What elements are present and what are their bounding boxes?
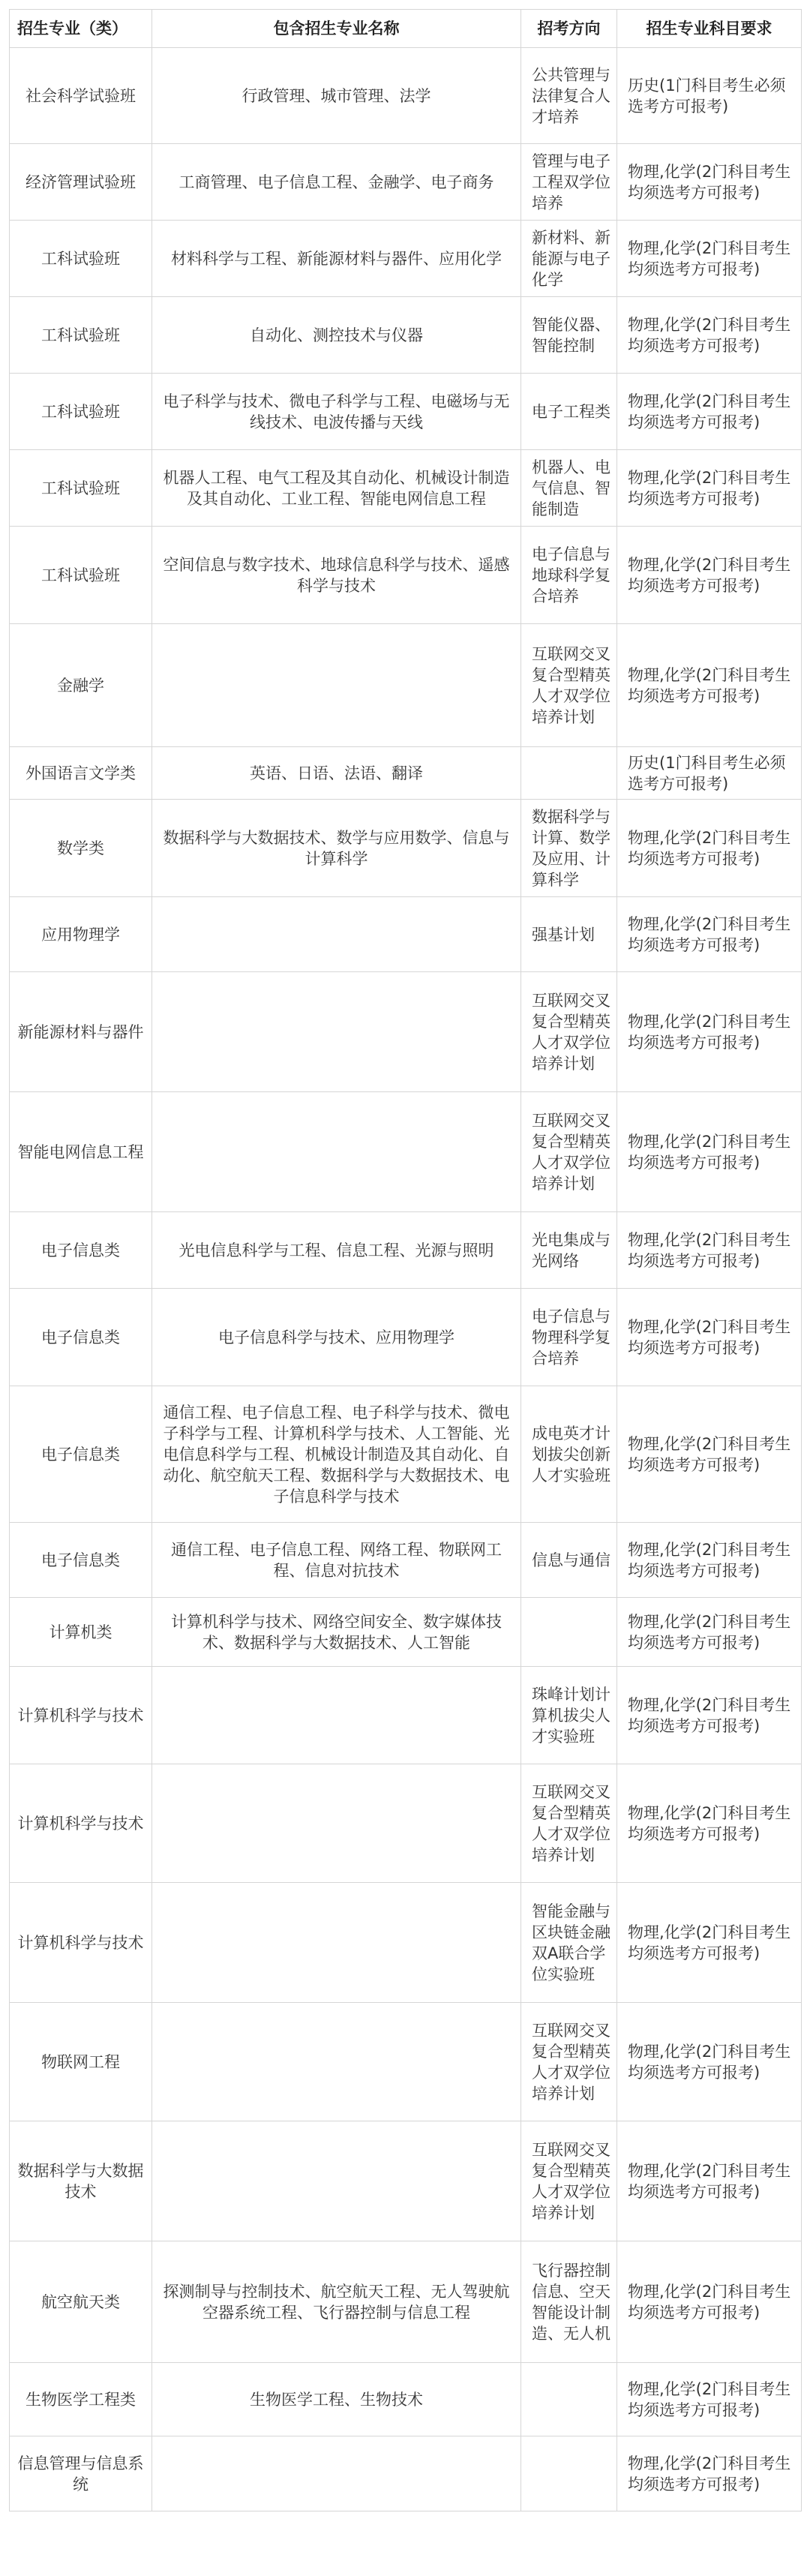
requirement-cell: 历史(1门科目考生必须选考方可报考) bbox=[617, 747, 802, 800]
direction-cell bbox=[521, 2436, 617, 2511]
table-row bbox=[10, 1092, 802, 1212]
table-row bbox=[10, 221, 802, 297]
major-cell: 生物医学工程类 bbox=[10, 2363, 152, 2436]
table-row bbox=[10, 48, 802, 144]
table-row bbox=[10, 297, 802, 374]
requirement-cell: 物理,化学(2门科目考生均须选考方可报考) bbox=[617, 897, 802, 972]
requirement-cell: 物理,化学(2门科目考生均须选考方可报考) bbox=[617, 374, 802, 450]
included-majors-cell: 空间信息与数字技术、地球信息科学与技术、遥感科学与技术 bbox=[152, 527, 521, 624]
table-row bbox=[10, 747, 802, 800]
table-row bbox=[10, 1386, 802, 1523]
table-row bbox=[10, 1598, 802, 1667]
major-cell: 金融学 bbox=[10, 624, 152, 747]
direction-cell: 成电英才计划拔尖创新人才实验班 bbox=[521, 1386, 617, 1523]
major-cell: 应用物理学 bbox=[10, 897, 152, 972]
direction-cell: 电子信息与物理科学复合培养 bbox=[521, 1289, 617, 1386]
major-cell: 工科试验班 bbox=[10, 297, 152, 374]
requirement-cell: 物理,化学(2门科目考生均须选考方可报考) bbox=[617, 1092, 802, 1212]
table-row bbox=[10, 2363, 802, 2436]
direction-cell: 管理与电子工程双学位培养 bbox=[521, 144, 617, 221]
table-row bbox=[10, 1883, 802, 2003]
requirement-cell: 物理,化学(2门科目考生均须选考方可报考) bbox=[617, 800, 802, 897]
direction-cell: 飞行器控制信息、空天智能设计制造、无人机 bbox=[521, 2241, 617, 2363]
table-row bbox=[10, 1764, 802, 1883]
requirement-cell: 物理,化学(2门科目考生均须选考方可报考) bbox=[617, 1883, 802, 2003]
major-cell: 计算机类 bbox=[10, 1598, 152, 1667]
included-majors-cell: 工商管理、电子信息工程、金融学、电子商务 bbox=[152, 144, 521, 221]
requirement-cell: 物理,化学(2门科目考生均须选考方可报考) bbox=[617, 144, 802, 221]
table-row bbox=[10, 2436, 802, 2511]
major-cell: 新能源材料与器件 bbox=[10, 972, 152, 1092]
requirement-cell: 物理,化学(2门科目考生均须选考方可报考) bbox=[617, 1212, 802, 1289]
table-row bbox=[10, 527, 802, 624]
major-cell: 智能电网信息工程 bbox=[10, 1092, 152, 1212]
requirement-cell: 物理,化学(2门科目考生均须选考方可报考) bbox=[617, 2121, 802, 2241]
major-cell: 电子信息类 bbox=[10, 1212, 152, 1289]
admission-table bbox=[9, 9, 802, 2511]
requirement-cell: 物理,化学(2门科目考生均须选考方可报考) bbox=[617, 297, 802, 374]
requirement-cell: 物理,化学(2门科目考生均须选考方可报考) bbox=[617, 221, 802, 297]
table-row bbox=[10, 1523, 802, 1598]
requirement-cell: 物理,化学(2门科目考生均须选考方可报考) bbox=[617, 2241, 802, 2363]
major-cell: 数据科学与大数据技术 bbox=[10, 2121, 152, 2241]
major-cell: 计算机科学与技术 bbox=[10, 1764, 152, 1883]
major-cell: 计算机科学与技术 bbox=[10, 1883, 152, 2003]
direction-cell bbox=[521, 1598, 617, 1667]
table-row bbox=[10, 450, 802, 527]
direction-cell: 智能金融与区块链金融双A联合学位实验班 bbox=[521, 1883, 617, 2003]
table-row bbox=[10, 1667, 802, 1764]
direction-cell: 互联网交叉复合型精英人才双学位培养计划 bbox=[521, 624, 617, 747]
header-included: 包含招生专业名称 bbox=[152, 10, 521, 48]
header-direction: 招考方向 bbox=[521, 10, 617, 48]
included-majors-cell: 生物医学工程、生物技术 bbox=[152, 2363, 521, 2436]
requirement-cell: 物理,化学(2门科目考生均须选考方可报考) bbox=[617, 450, 802, 527]
direction-cell: 机器人、电气信息、智能制造 bbox=[521, 450, 617, 527]
included-majors-cell bbox=[152, 2003, 521, 2121]
table-row bbox=[10, 897, 802, 972]
requirement-cell: 物理,化学(2门科目考生均须选考方可报考) bbox=[617, 972, 802, 1092]
table-row bbox=[10, 624, 802, 747]
requirement-cell: 物理,化学(2门科目考生均须选考方可报考) bbox=[617, 1764, 802, 1883]
major-cell: 工科试验班 bbox=[10, 450, 152, 527]
requirement-cell: 物理,化学(2门科目考生均须选考方可报考) bbox=[617, 2003, 802, 2121]
included-majors-cell: 自动化、测控技术与仪器 bbox=[152, 297, 521, 374]
included-majors-cell bbox=[152, 1883, 521, 2003]
table-row bbox=[10, 2241, 802, 2363]
direction-cell: 互联网交叉复合型精英人才双学位培养计划 bbox=[521, 2003, 617, 2121]
direction-cell: 信息与通信 bbox=[521, 1523, 617, 1598]
table-body bbox=[10, 48, 802, 2511]
included-majors-cell: 材料科学与工程、新能源材料与器件、应用化学 bbox=[152, 221, 521, 297]
table-row bbox=[10, 1289, 802, 1386]
major-cell: 工科试验班 bbox=[10, 221, 152, 297]
included-majors-cell bbox=[152, 2121, 521, 2241]
major-cell: 工科试验班 bbox=[10, 374, 152, 450]
direction-cell: 电子工程类 bbox=[521, 374, 617, 450]
table-row bbox=[10, 1212, 802, 1289]
included-majors-cell: 通信工程、电子信息工程、网络工程、物联网工程、信息对抗技术 bbox=[152, 1523, 521, 1598]
direction-cell: 光电集成与光网络 bbox=[521, 1212, 617, 1289]
header-major: 招生专业（类） bbox=[10, 10, 152, 48]
major-cell: 计算机科学与技术 bbox=[10, 1667, 152, 1764]
direction-cell bbox=[521, 2363, 617, 2436]
included-majors-cell bbox=[152, 1764, 521, 1883]
included-majors-cell: 电子信息科学与技术、应用物理学 bbox=[152, 1289, 521, 1386]
major-cell: 电子信息类 bbox=[10, 1289, 152, 1386]
requirement-cell: 物理,化学(2门科目考生均须选考方可报考) bbox=[617, 1523, 802, 1598]
direction-cell: 珠峰计划计算机拔尖人才实验班 bbox=[521, 1667, 617, 1764]
major-cell: 航空航天类 bbox=[10, 2241, 152, 2363]
requirement-cell: 物理,化学(2门科目考生均须选考方可报考) bbox=[617, 1667, 802, 1764]
direction-cell: 互联网交叉复合型精英人才双学位培养计划 bbox=[521, 1764, 617, 1883]
included-majors-cell bbox=[152, 1667, 521, 1764]
requirement-cell: 物理,化学(2门科目考生均须选考方可报考) bbox=[617, 1598, 802, 1667]
included-majors-cell: 英语、日语、法语、翻译 bbox=[152, 747, 521, 800]
included-majors-cell bbox=[152, 972, 521, 1092]
included-majors-cell bbox=[152, 897, 521, 972]
table-row bbox=[10, 2003, 802, 2121]
direction-cell: 电子信息与地球科学复合培养 bbox=[521, 527, 617, 624]
requirement-cell: 物理,化学(2门科目考生均须选考方可报考) bbox=[617, 527, 802, 624]
direction-cell: 强基计划 bbox=[521, 897, 617, 972]
included-majors-cell: 行政管理、城市管理、法学 bbox=[152, 48, 521, 144]
table-row bbox=[10, 972, 802, 1092]
requirement-cell: 物理,化学(2门科目考生均须选考方可报考) bbox=[617, 1386, 802, 1523]
major-cell: 工科试验班 bbox=[10, 527, 152, 624]
major-cell: 信息管理与信息系统 bbox=[10, 2436, 152, 2511]
direction-cell: 互联网交叉复合型精英人才双学位培养计划 bbox=[521, 2121, 617, 2241]
table-row bbox=[10, 374, 802, 450]
requirement-cell: 物理,化学(2门科目考生均须选考方可报考) bbox=[617, 2436, 802, 2511]
included-majors-cell: 通信工程、电子信息工程、电子科学与技术、微电子科学与工程、计算机科学与技术、人工智能、光电信息科学与工程、机械设计制造及其自动化、自动化、航空航天工程、数据科学与大数据技术、电子信息科学与技术 bbox=[152, 1386, 521, 1523]
requirement-cell: 物理,化学(2门科目考生均须选考方可报考) bbox=[617, 2363, 802, 2436]
major-cell: 外国语言文学类 bbox=[10, 747, 152, 800]
included-majors-cell: 光电信息科学与工程、信息工程、光源与照明 bbox=[152, 1212, 521, 1289]
header-row bbox=[10, 10, 802, 48]
table-row bbox=[10, 2121, 802, 2241]
direction-cell: 互联网交叉复合型精英人才双学位培养计划 bbox=[521, 972, 617, 1092]
direction-cell: 互联网交叉复合型精英人才双学位培养计划 bbox=[521, 1092, 617, 1212]
requirement-cell: 历史(1门科目考生必须选考方可报考) bbox=[617, 48, 802, 144]
direction-cell: 新材料、新能源与电子化学 bbox=[521, 221, 617, 297]
table-header bbox=[10, 10, 802, 48]
direction-cell bbox=[521, 747, 617, 800]
included-majors-cell: 探测制导与控制技术、航空航天工程、无人驾驶航空器系统工程、飞行器控制与信息工程 bbox=[152, 2241, 521, 2363]
direction-cell: 公共管理与法律复合人才培养 bbox=[521, 48, 617, 144]
table-row bbox=[10, 800, 802, 897]
included-majors-cell: 计算机科学与技术、网络空间安全、数字媒体技术、数据科学与大数据技术、人工智能 bbox=[152, 1598, 521, 1667]
major-cell: 数学类 bbox=[10, 800, 152, 897]
major-cell: 电子信息类 bbox=[10, 1386, 152, 1523]
included-majors-cell bbox=[152, 624, 521, 747]
direction-cell: 智能仪器、智能控制 bbox=[521, 297, 617, 374]
header-requirement: 招生专业科目要求 bbox=[617, 10, 802, 48]
requirement-cell: 物理,化学(2门科目考生均须选考方可报考) bbox=[617, 624, 802, 747]
requirement-cell: 物理,化学(2门科目考生均须选考方可报考) bbox=[617, 1289, 802, 1386]
included-majors-cell bbox=[152, 1092, 521, 1212]
included-majors-cell: 机器人工程、电气工程及其自动化、机械设计制造及其自动化、工业工程、智能电网信息工程 bbox=[152, 450, 521, 527]
included-majors-cell: 电子科学与技术、微电子科学与工程、电磁场与无线技术、电波传播与天线 bbox=[152, 374, 521, 450]
included-majors-cell bbox=[152, 2436, 521, 2511]
major-cell: 物联网工程 bbox=[10, 2003, 152, 2121]
included-majors-cell: 数据科学与大数据技术、数学与应用数学、信息与计算科学 bbox=[152, 800, 521, 897]
table-row bbox=[10, 144, 802, 221]
major-cell: 经济管理试验班 bbox=[10, 144, 152, 221]
major-cell: 社会科学试验班 bbox=[10, 48, 152, 144]
direction-cell: 数据科学与计算、数学及应用、计算科学 bbox=[521, 800, 617, 897]
major-cell: 电子信息类 bbox=[10, 1523, 152, 1598]
